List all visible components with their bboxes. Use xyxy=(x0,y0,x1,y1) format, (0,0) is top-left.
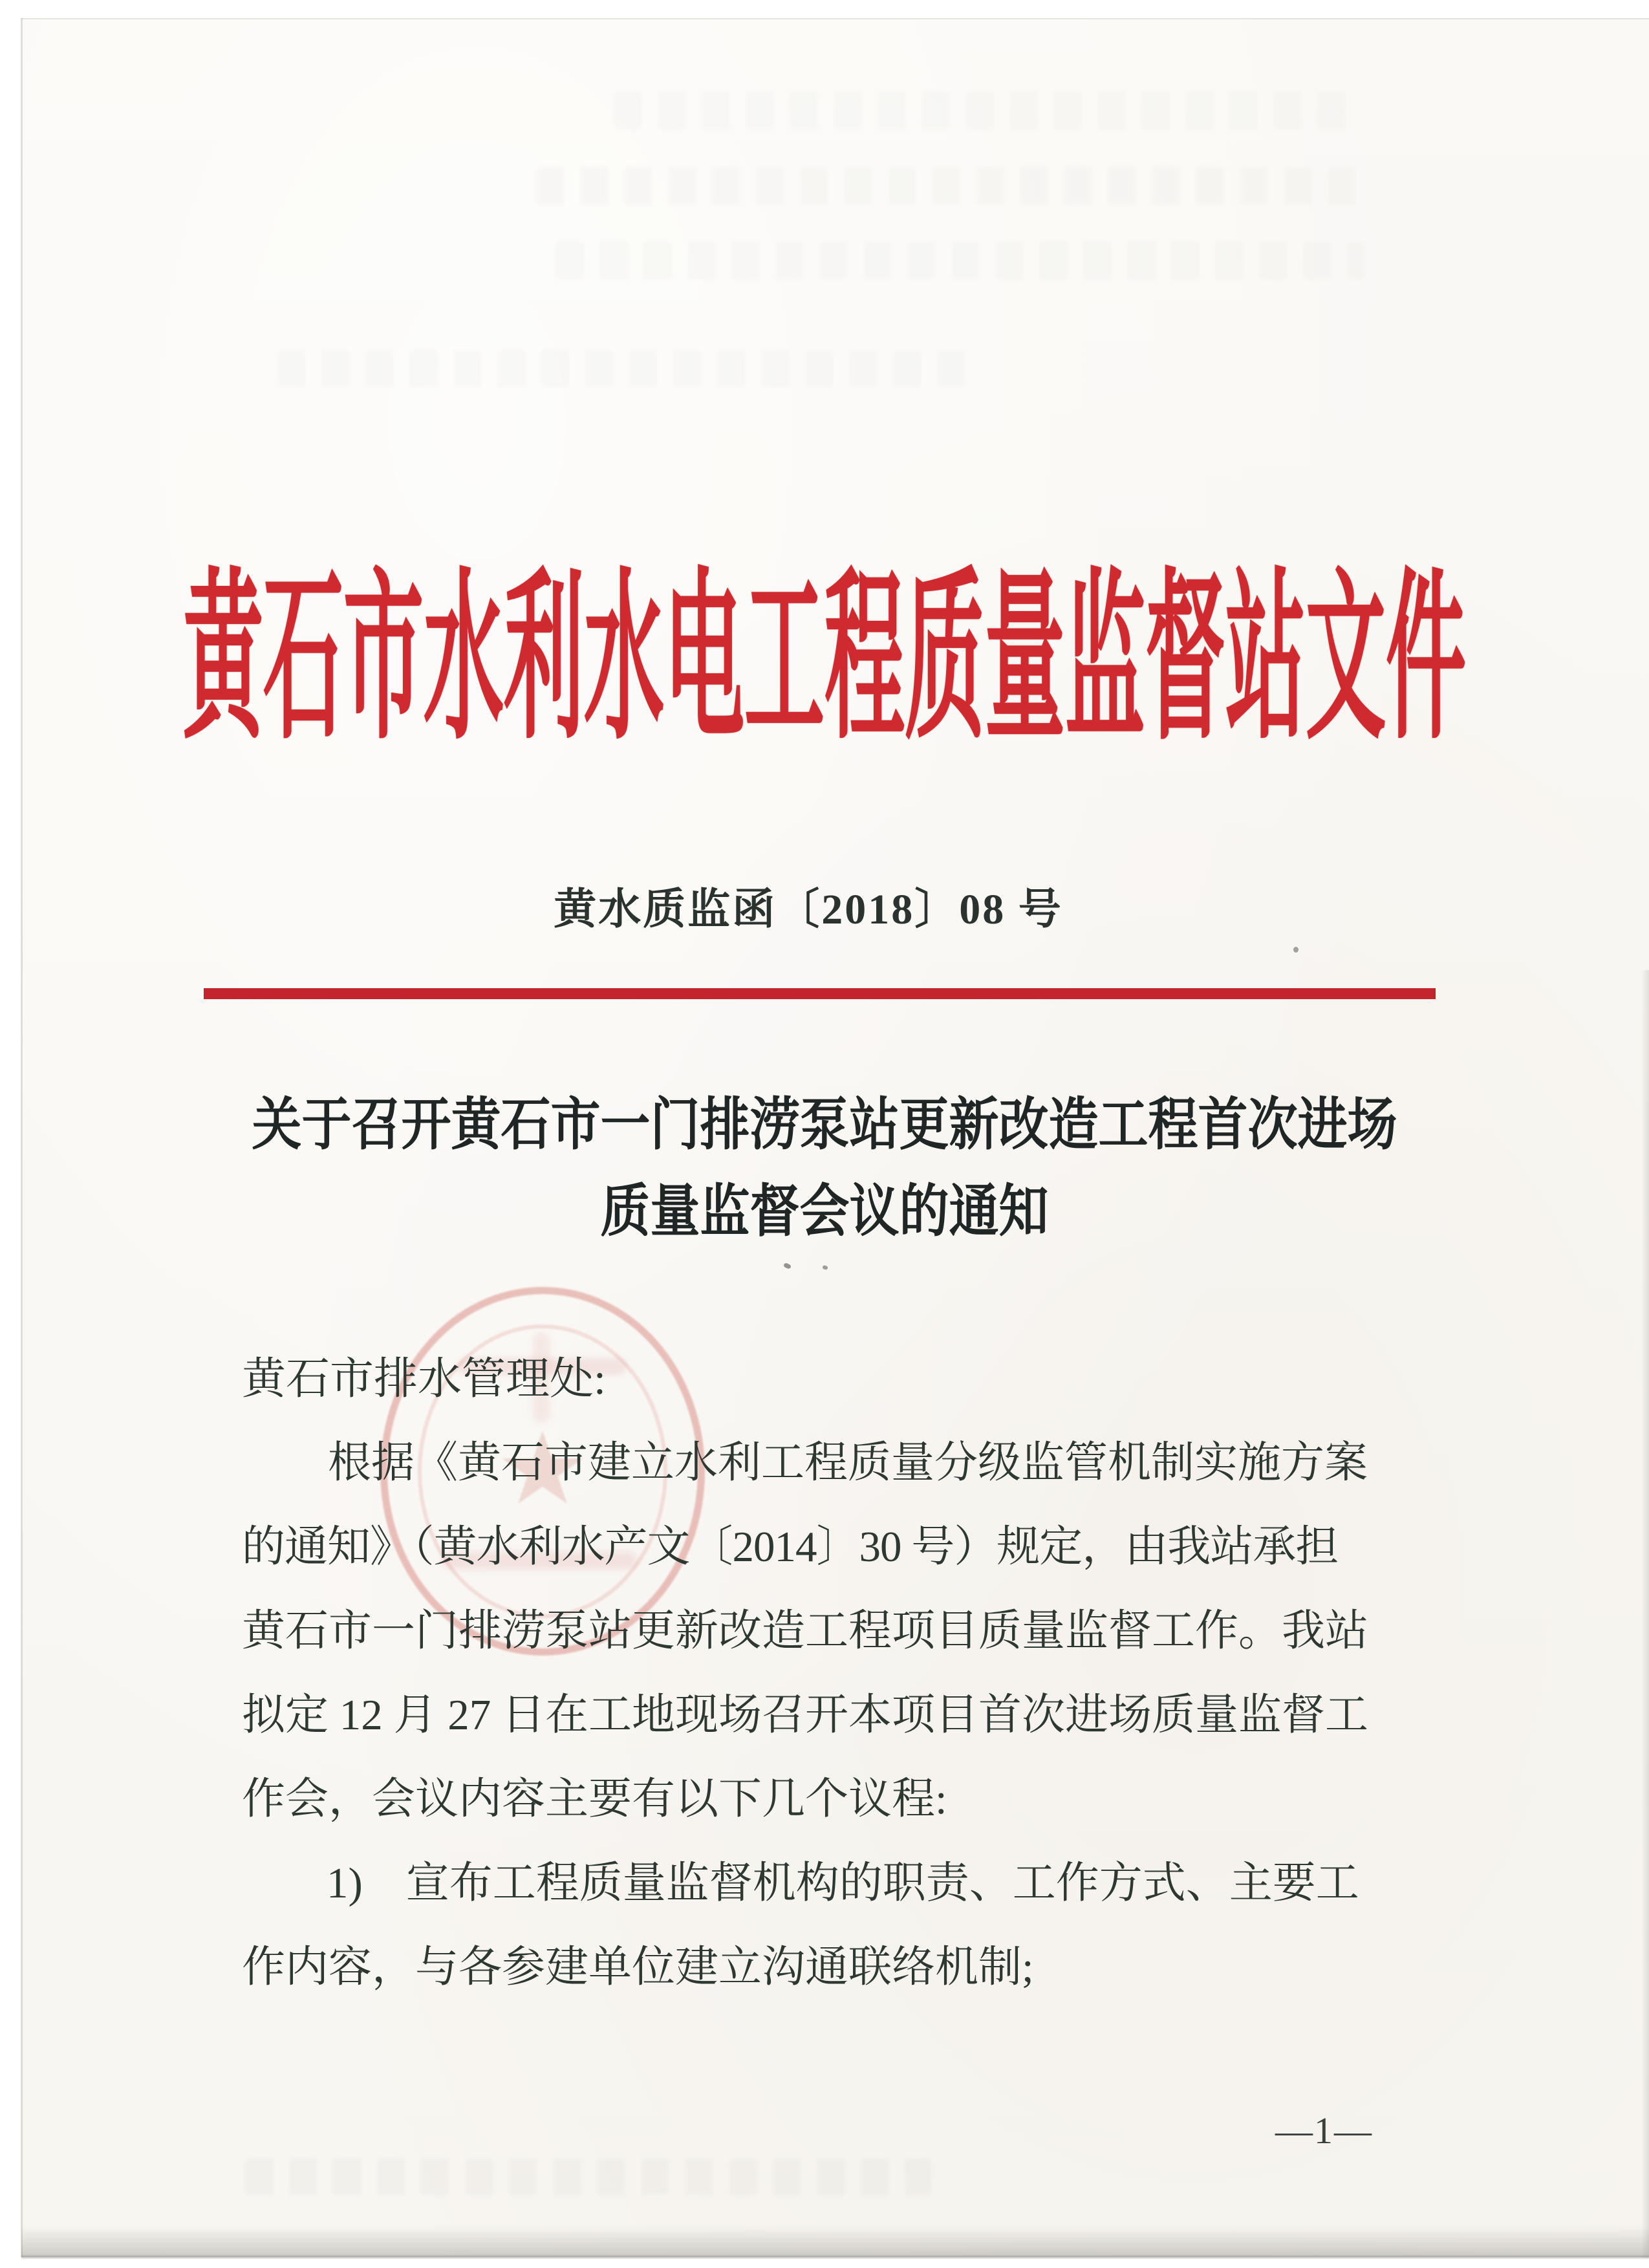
notice-title-line1 xyxy=(0,1093,1649,1157)
body-line: 拟定 12 月 27 日在工地现场召开本项目首次进场质量监督工 xyxy=(242,1691,1368,1739)
bleedthrough-artifact xyxy=(246,2159,931,2195)
red-separator-line xyxy=(204,988,1436,999)
bleedthrough-artifact xyxy=(614,92,1358,129)
body-line: 黄石市一门排涝泵站更新改造工程项目质量监督工作。我站 xyxy=(242,1607,1368,1655)
body-line: 根据《黄石市建立水利工程质量分级监管机制实施方案 xyxy=(328,1439,1368,1487)
paper-edge-shadow xyxy=(21,2226,1649,2257)
paper-edge-top xyxy=(21,18,1649,19)
scan-speck xyxy=(1293,947,1299,953)
addressee: 黄石市排水管理处: xyxy=(242,1354,606,1403)
bleedthrough-artifact xyxy=(278,351,976,387)
notice-title-line1-text: 关于召开黄石市一门排涝泵站更新改造工程首次进场 xyxy=(252,1093,1397,1157)
body-line: 作会，会议内容主要有以下几个议程: xyxy=(242,1775,947,1823)
notice-title-line2-text: 质量监督会议的通知 xyxy=(600,1180,1049,1244)
body-line: 的通知》（黄水利水产文〔2014〕30 号）规定，由我站承担 xyxy=(242,1523,1339,1571)
letterhead-org-title-text: 黄石市水利水电工程质量监督站文件 xyxy=(182,559,1466,761)
bleedthrough-artifact xyxy=(556,242,1364,279)
notice-title-line2 xyxy=(0,1180,1649,1244)
paper-edge-shadow xyxy=(1641,970,1649,2258)
letterhead-org-title xyxy=(0,559,1649,761)
paper-edge-bottom xyxy=(21,2256,1649,2258)
bleedthrough-artifact xyxy=(537,167,1364,204)
document-number: 黄水质监函〔2018〕08 号 xyxy=(554,886,1063,933)
body-line: 1) 宣布工程质量监督机构的职责、工作方式、主要工 xyxy=(327,1859,1359,1907)
body-line: 作内容，与各参建单位建立沟通联络机制; xyxy=(242,1943,1034,1991)
page-number: —1— xyxy=(1275,2110,1373,2152)
